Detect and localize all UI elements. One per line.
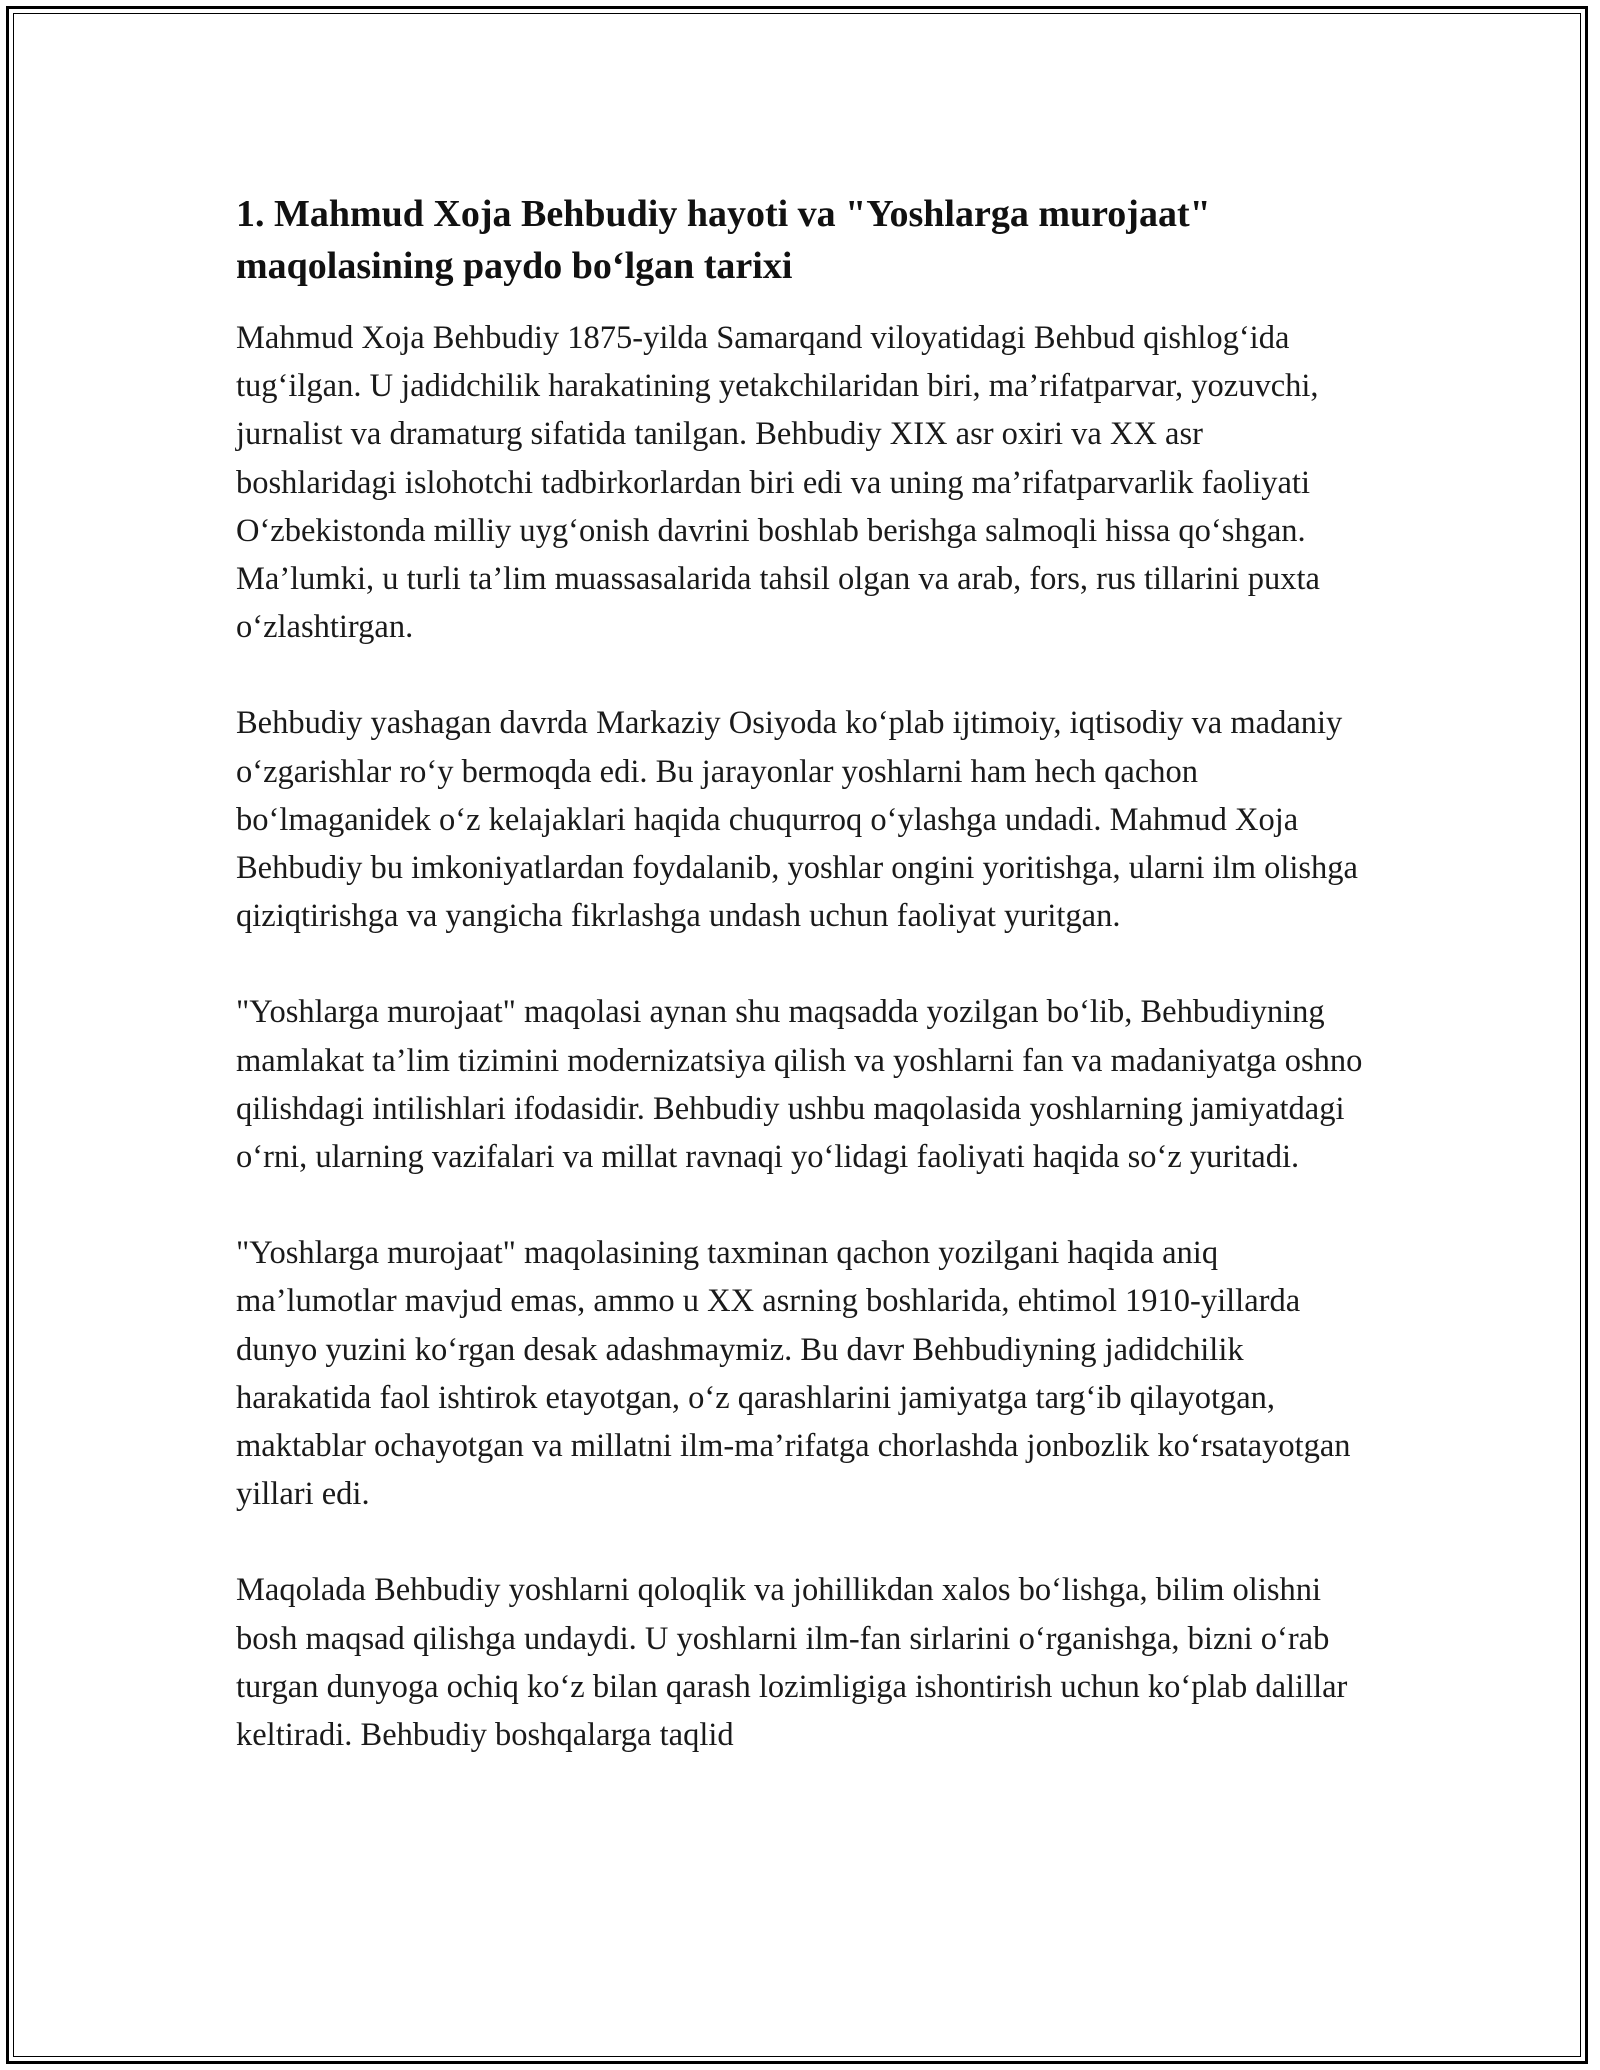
section-heading bbox=[236, 188, 1366, 292]
document-body bbox=[236, 188, 1366, 1759]
paragraph-5: Maqolada Behbudiy yoshlarni qoloqlik va johillikdan xalos bo‘lishga, bilim olishni bosh maqsad qilishga undaydi. U yoshlarni ilm-fan sirlarini o‘rganishga, bizni o‘rab turgan dunyoga ochiq ko‘z bilan qarash lozimligiga ishontirish uchun ko‘plab dalillar keltiradi. Behbudiy boshqalarga taqlid bbox=[236, 1572, 1348, 1754]
paragraph-1: Mahmud Xoja Behbudiy 1875-yilda Samarqand viloyatidagi Behbud qishlog‘ida tug‘ilgan. U jadidchilik harakatining yetakchilaridan biri, ma’rifatparvar, yozuvchi, jurnalist va dramaturg sifatida tanilgan. Behbudiy XIX asr oxiri va XX asr boshlaridagi islohotchi tadbirkorlardan biri edi va uning ma’rifatparvarlik faoliyati O‘zbekistonda milliy uyg‘onish davrini boshlab berishga salmoqli hissa qo‘shgan. Ma’lumki, u turli ta’lim muassasalarida tahsil olgan va arab, fors, rus tillarini puxta o‘zlashtirgan. bbox=[236, 320, 1320, 646]
paragraph-2: Behbudiy yashagan davrda Markaziy Osiyoda ko‘plab ijtimoiy, iqtisodiy va madaniy o‘zgarishlar ro‘y bermoqda edi. Bu jarayonlar yoshlarni ham hech qachon bo‘lmaganidek o‘z kelajaklari haqida chuqurroq o‘ylashga undadi. Mahmud Xoja Behbudiy bu imkoniyatlardan foydalanib, yoshlar ongini yoritishga, ularni ilm olishga qiziqtirishga va yangicha fikrlashga undash uchun faoliyat yuritgan. bbox=[236, 705, 1358, 935]
section-heading-line-1: 1. Mahmud Xoja Behbudiy hayoti va "Yoshlarga murojaat" bbox=[236, 193, 1211, 235]
paragraph-3: "Yoshlarga murojaat" maqolasi aynan shu maqsadda yozilgan bo‘lib, Behbudiyning mamlakat ta’lim tizimini modernizatsiya qilish va yoshlarni fan va madaniyatga oshno qilishdagi intilishlari ifodasidir. Behbudiy ushbu maqolasida yoshlarning jamiyatdagi o‘rni, ularning vazifalari va millat ravnaqi yo‘lidagi faoliyati haqida so‘z yuritadi. bbox=[236, 994, 1363, 1176]
paragraph-4: "Yoshlarga murojaat" maqolasining taxminan qachon yozilgani haqida aniq ma’lumotlar mavjud emas, ammo u XX asrning boshlarida, ehtimol 1910-yillarda dunyo yuzini ko‘rgan desak adashmaymiz. Bu davr Behbudiyning jadidchilik harakatida faol ishtirok etayotgan, o‘z qarashlarini jamiyatga targ‘ib qilayotgan, maktablar ochayotgan va millatni ilm-ma’rifatga chorlashda jonbozlik ko‘rsatayotgan yillari edi. bbox=[236, 1235, 1351, 1513]
section-heading-line-2: maqolasining paydo bo‘lgan tarixi bbox=[236, 245, 793, 287]
